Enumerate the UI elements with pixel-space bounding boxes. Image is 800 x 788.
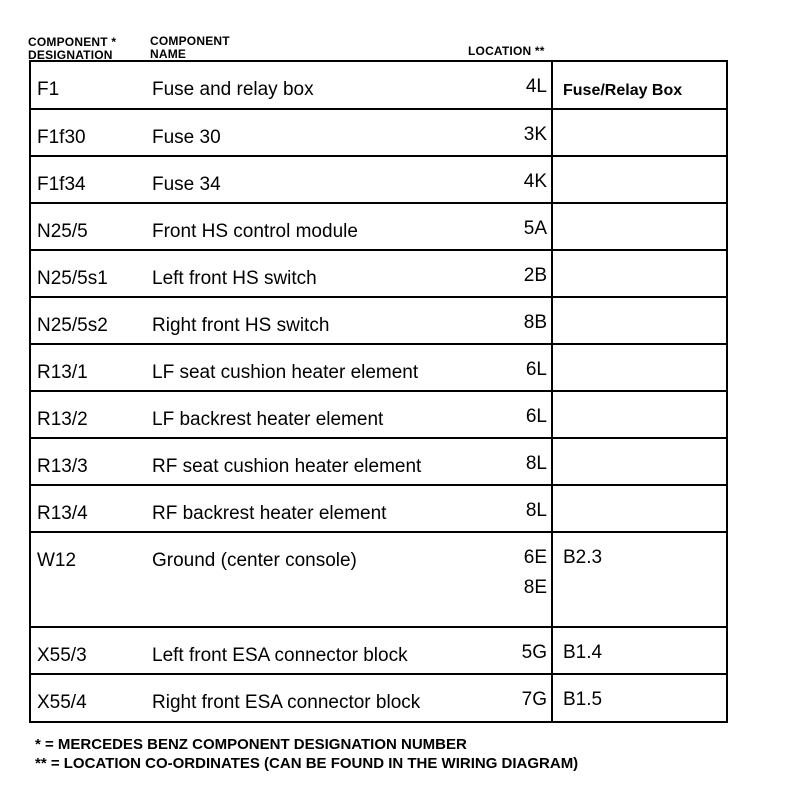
component-table-body	[30, 61, 727, 722]
component-location	[467, 627, 552, 674]
component-location	[467, 485, 552, 532]
location-coordinate: 8L	[525, 453, 547, 474]
component-name: Fuse 30	[149, 109, 467, 156]
component-designation: X55/4	[30, 674, 149, 722]
table-row	[30, 485, 727, 532]
component-designation: F1	[30, 61, 149, 109]
component-name: Right front ESA connector block	[149, 674, 467, 722]
component-designation: R13/2	[30, 391, 149, 438]
component-designation: R13/4	[30, 485, 149, 532]
header-component-name	[150, 35, 230, 61]
component-designation: F1f34	[30, 156, 149, 203]
component-reference	[552, 203, 727, 250]
footnote-designation: * = MERCEDES BENZ COMPONENT DESIGNATION NUMBER	[35, 736, 467, 753]
component-designation: R13/3	[30, 438, 149, 485]
component-designation: R13/1	[30, 344, 149, 391]
table-row	[30, 532, 727, 627]
component-location	[467, 109, 552, 156]
reference-value: B1.5	[563, 689, 603, 710]
table-row	[30, 250, 727, 297]
table-row	[30, 344, 727, 391]
location-coordinate: 5A	[523, 218, 547, 239]
component-location	[467, 344, 552, 391]
component-location	[467, 532, 552, 627]
component-designation: N25/5s1	[30, 250, 149, 297]
table-row	[30, 438, 727, 485]
component-reference	[552, 391, 727, 438]
header-location: LOCATION **	[468, 44, 545, 58]
table-row	[30, 627, 727, 674]
location-coordinate: 3K	[523, 124, 547, 145]
component-name: Left front HS switch	[149, 250, 467, 297]
component-designation: N25/5	[30, 203, 149, 250]
table-row	[30, 674, 727, 722]
component-reference	[552, 61, 727, 109]
footnotes	[35, 735, 578, 773]
component-reference	[552, 532, 727, 627]
reference-value: B2.3	[563, 547, 603, 568]
component-location	[467, 156, 552, 203]
component-location	[467, 250, 552, 297]
component-reference	[552, 250, 727, 297]
location-coordinate: 2B	[523, 265, 547, 286]
component-reference	[552, 627, 727, 674]
component-reference	[552, 297, 727, 344]
location-coordinate: 4K	[523, 171, 547, 192]
fuse-relay-box-label: Fuse/Relay Box	[563, 82, 683, 99]
component-reference	[552, 344, 727, 391]
component-designation: W12	[30, 532, 149, 627]
component-reference	[552, 109, 727, 156]
component-location	[467, 297, 552, 344]
location-coordinate: 5G	[521, 642, 547, 663]
location-coordinate: 6E	[523, 547, 547, 568]
component-location	[467, 61, 552, 109]
location-coordinate: 6L	[525, 406, 547, 427]
component-name: LF backrest heater element	[149, 391, 467, 438]
component-reference	[552, 156, 727, 203]
header-name-line-1: COMPONENT	[150, 34, 230, 48]
component-location	[467, 438, 552, 485]
location-coordinate: 6L	[525, 359, 547, 380]
component-designation: X55/3	[30, 627, 149, 674]
component-designation: N25/5s2	[30, 297, 149, 344]
reference-value: B1.4	[563, 642, 603, 663]
header-designation-line-1: COMPONENT *	[28, 35, 117, 49]
header-designation-line-2: DESIGNATION	[28, 48, 113, 62]
component-name: Left front ESA connector block	[149, 627, 467, 674]
component-designation: F1f30	[30, 109, 149, 156]
location-coordinate: 8B	[523, 312, 547, 333]
location-coordinate: 8L	[525, 500, 547, 521]
component-table	[29, 60, 728, 723]
component-name: RF seat cushion heater element	[149, 438, 467, 485]
table-row	[30, 203, 727, 250]
table-row	[30, 156, 727, 203]
component-name: Fuse and relay box	[149, 61, 467, 109]
header-name-line-2: NAME	[150, 47, 187, 61]
location-coordinate: 8E	[523, 577, 547, 598]
component-location	[467, 674, 552, 722]
component-name: Ground (center console)	[149, 532, 467, 627]
component-name: Fuse 34	[149, 156, 467, 203]
component-name: LF seat cushion heater element	[149, 344, 467, 391]
location-coordinate: 7G	[521, 689, 547, 710]
table-row	[30, 109, 727, 156]
location-coordinate: 4L	[525, 76, 547, 97]
table-row	[30, 297, 727, 344]
table-row	[30, 391, 727, 438]
component-reference	[552, 485, 727, 532]
component-reference	[552, 438, 727, 485]
component-location	[467, 203, 552, 250]
header-component-designation	[28, 36, 116, 62]
footnote-location: ** = LOCATION CO-ORDINATES (CAN BE FOUND IN THE WIRING DIAGRAM)	[35, 755, 579, 772]
component-reference	[552, 674, 727, 722]
component-location	[467, 391, 552, 438]
component-name: Right front HS switch	[149, 297, 467, 344]
table-row	[30, 61, 727, 109]
component-name: RF backrest heater element	[149, 485, 467, 532]
component-name: Front HS control module	[149, 203, 467, 250]
